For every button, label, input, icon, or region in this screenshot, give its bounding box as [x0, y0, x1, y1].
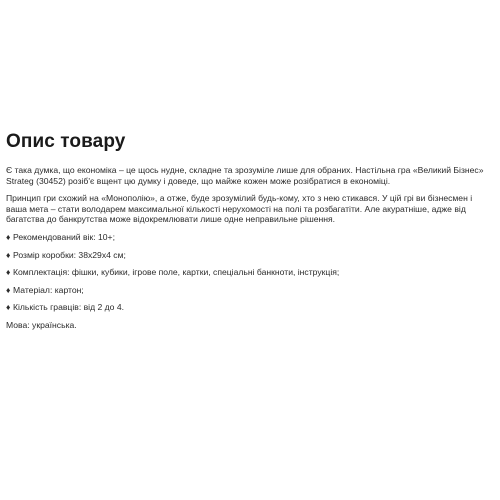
diamond-bullet-icon: ♦ [6, 249, 11, 260]
spec-text: Рекомендований вік: 10+; [13, 231, 115, 242]
spec-item-players [6, 302, 496, 313]
spec-text: Комплектація: фішки, кубики, ігрове поле, картки, спеціальні банкноти, інструкція; [13, 267, 340, 278]
diamond-bullet-icon: ♦ [6, 284, 11, 295]
product-description [6, 131, 496, 331]
section-title: Опис товару [6, 131, 126, 152]
diamond-bullet-icon: ♦ [6, 267, 11, 278]
intro-paragraph [6, 165, 496, 186]
spec-item-contents [6, 267, 496, 278]
spec-text: Розмір коробки: 38х29х4 см; [13, 249, 126, 260]
spec-item-material [6, 285, 496, 296]
spec-text: Кількість гравців: від 2 до 4. [13, 302, 124, 313]
paragraph-line: Strateg (30452) розіб'є вщент цю думку і доведе, що майже кожен може розібратися в економіці. [6, 175, 391, 186]
diamond-bullet-icon: ♦ [6, 302, 11, 313]
spec-item-age [6, 232, 496, 243]
paragraph-line: ваша мета – стати володарем максимальної кількості нерухомості на полі та розбагатіти. Але акуратніше, адже від [6, 203, 466, 214]
spec-text: Матеріал: картон; [13, 284, 84, 295]
paragraph-line: багатства до банкрутства може відокремлювати лише одне неправильне рішення. [6, 214, 336, 225]
paragraph-line: Є така думка, що економіка – це щось нудне, складне та зрозуміле лише для обраних. Настільна гра «Великий Бізнес» [6, 165, 484, 175]
diamond-bullet-icon: ♦ [6, 231, 11, 242]
spec-item-box-size [6, 250, 496, 261]
gameplay-paragraph [6, 193, 496, 225]
language-line: Мова: українська. [6, 319, 77, 330]
spec-list [6, 232, 496, 313]
paragraph-line: Принцип гри схожий на «Монополію», а отже, буде зрозумілий будь-кому, хто з нею стикався. У цій грі ви бізнесмен і [6, 193, 473, 204]
